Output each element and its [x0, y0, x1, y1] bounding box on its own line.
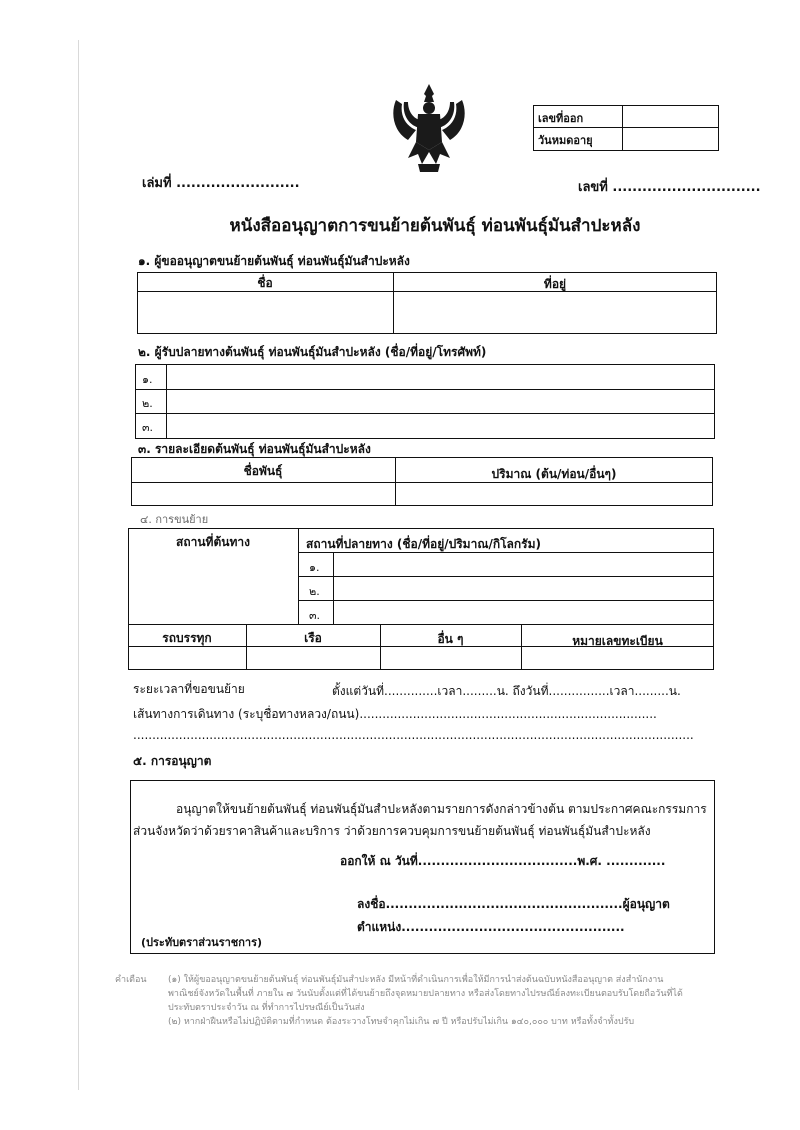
position-line: ตำแหน่ง.................................................: [357, 920, 625, 934]
vehicle-col-plate: หมายเลขทะเบียน: [572, 634, 663, 648]
footer-warning-label: คำเตือน: [115, 975, 147, 985]
permit-paragraph-line1: อนุญาตให้ขนย้ายต้นพันธุ์ ท่อนพันธุ์มันสำปะหลังตามรายการดังกล่าวข้างต้น ตามประกาศคณะกรรมการ: [176, 802, 707, 816]
transport-table-line: [298, 576, 714, 577]
seal-note: (ประทับตราส่วนราชการ): [141, 936, 263, 949]
expiry-label: วันหมดอายุ: [538, 134, 593, 147]
section1-heading: ๑. ผู้ขออนุญาตขนย้ายต้นพันธุ์ ท่อนพันธุ์มันสำปะหลัง: [138, 254, 410, 268]
transport-col-origin: สถานที่ต้นทาง: [176, 535, 250, 549]
section2-heading: ๒. ผู้รับปลายทางต้นพันธุ์ ท่อนพันธุ์มันสำปะหลัง (ชื่อ/ที่อยู่/โทรศัพท์): [138, 345, 487, 359]
receiver-table-row-line: [135, 389, 715, 390]
vehicle-col-boat: เรือ: [304, 631, 322, 645]
receiver-table-row-line: [135, 413, 715, 414]
footer-note-1c: ประทับตราประจำวัน ณ ที่ทำการไปรษณีย์เป็นวันส่ง: [168, 1003, 365, 1013]
footer-note-1b: พาณิชย์จังหวัดในพื้นที่ ภายใน ๗ วันนับตั้งแต่ที่ได้ขนย้ายถึงจุดหมายปลายทาง หรือส่งโดยทางไปรษณีย์ลงทะเบียนตอบรับโดยถือวันที่ได้: [168, 989, 683, 999]
issue-info-col-divider: [622, 105, 623, 151]
signature-line: ลงชื่อ....................................................ผู้อนุญาต: [357, 897, 670, 911]
transport-table-line: [128, 624, 714, 625]
route-label: เส้นทางการเดินทาง (ระบุชื่อทางหลวง/ถนน)..............................................................................: [133, 707, 657, 721]
section3-heading: ๓. รายละเอียดต้นพันธุ์ ท่อนพันธุ์มันสำปะหลัง: [138, 442, 371, 456]
issue-no-label: เลขที่ออก: [538, 112, 584, 125]
receiver-table: [135, 364, 715, 439]
garuda-emblem-icon: [388, 80, 470, 176]
applicant-col-name: ชื่อ: [257, 276, 273, 290]
page-margin-line: [78, 40, 79, 1090]
applicant-col-address: ที่อยู่: [543, 277, 567, 291]
section5-heading: ๕. การอนุญาต: [133, 754, 212, 768]
variety-col-quantity: ปริมาณ (ต้น/ท่อน/อื่นๆ): [491, 467, 617, 481]
receiver-row-number: ๓.: [142, 421, 154, 434]
permit-paragraph-line2: ส่วนจังหวัดว่าด้วยราคาสินค้าและบริการ ว่าด้วยการควบคุมการขนย้ายต้นพันธุ์ ท่อนพันธุ์มันสำปะหลัง: [133, 824, 651, 838]
page-title: หนังสืออนุญาตการขนย้ายต้นพันธุ์ ท่อนพันธุ์มันสำปะหลัง: [229, 216, 641, 236]
period-text: ตั้งแต่วันที่..............เวลา.........น. ถึงวันที่................เวลา.........น.: [332, 684, 681, 698]
receiver-row-number: ๒.: [142, 397, 153, 410]
vehicle-col-truck: รถบรรทุก: [162, 631, 212, 645]
dest-number-divider: [333, 552, 334, 624]
document-number: เลขที่ ..............................: [578, 180, 761, 195]
transport-col-destination: สถานที่ปลายทาง (ชื่อ/ที่อยู่/ปริมาณ/กิโลกรัม): [306, 537, 542, 551]
receiver-row-number: ๑.: [142, 373, 153, 386]
issue-info-divider: [533, 127, 719, 128]
dest-row-number: ๓.: [309, 609, 321, 622]
dest-row-number: ๒.: [309, 585, 320, 598]
route-line2: ...................................................................................................................................................: [133, 728, 694, 742]
issued-date: ออกให้ ณ วันที่...................................พ.ศ. .............: [340, 854, 666, 868]
book-number: เล่มที่ .........................: [142, 176, 300, 191]
section4-heading: ๔. การขนย้าย: [140, 513, 209, 526]
receiver-table-col-divider: [166, 364, 167, 439]
footer-note-2: (๒) หากฝ่าฝืนหรือไม่ปฏิบัติตามที่กำหนด ต้องระวางโทษจำคุกไม่เกิน ๗ ปี หรือปรับไม่เกิน ๑๔๐,๐๐๐ บาท หรือทั้งจำทั้งปรับ: [168, 1017, 635, 1027]
vehicle-col-other: อื่น ๆ: [437, 632, 464, 646]
period-label: ระยะเวลาที่ขอขนย้าย: [133, 682, 245, 696]
variety-col-name: ชื่อพันธุ์: [243, 464, 283, 478]
dest-row-number: ๑.: [309, 561, 320, 574]
footer-note-1: (๑) ให้ผู้ขออนุญาตขนย้ายต้นพันธุ์ ท่อนพันธุ์มันสำปะหลัง มีหน้าที่ดำเนินการเพื่อให้มีการนำส่งต้นฉบับหนังสืออนุญาต ส่งสำนักงาน: [168, 975, 664, 985]
transport-table-line: [298, 600, 714, 601]
